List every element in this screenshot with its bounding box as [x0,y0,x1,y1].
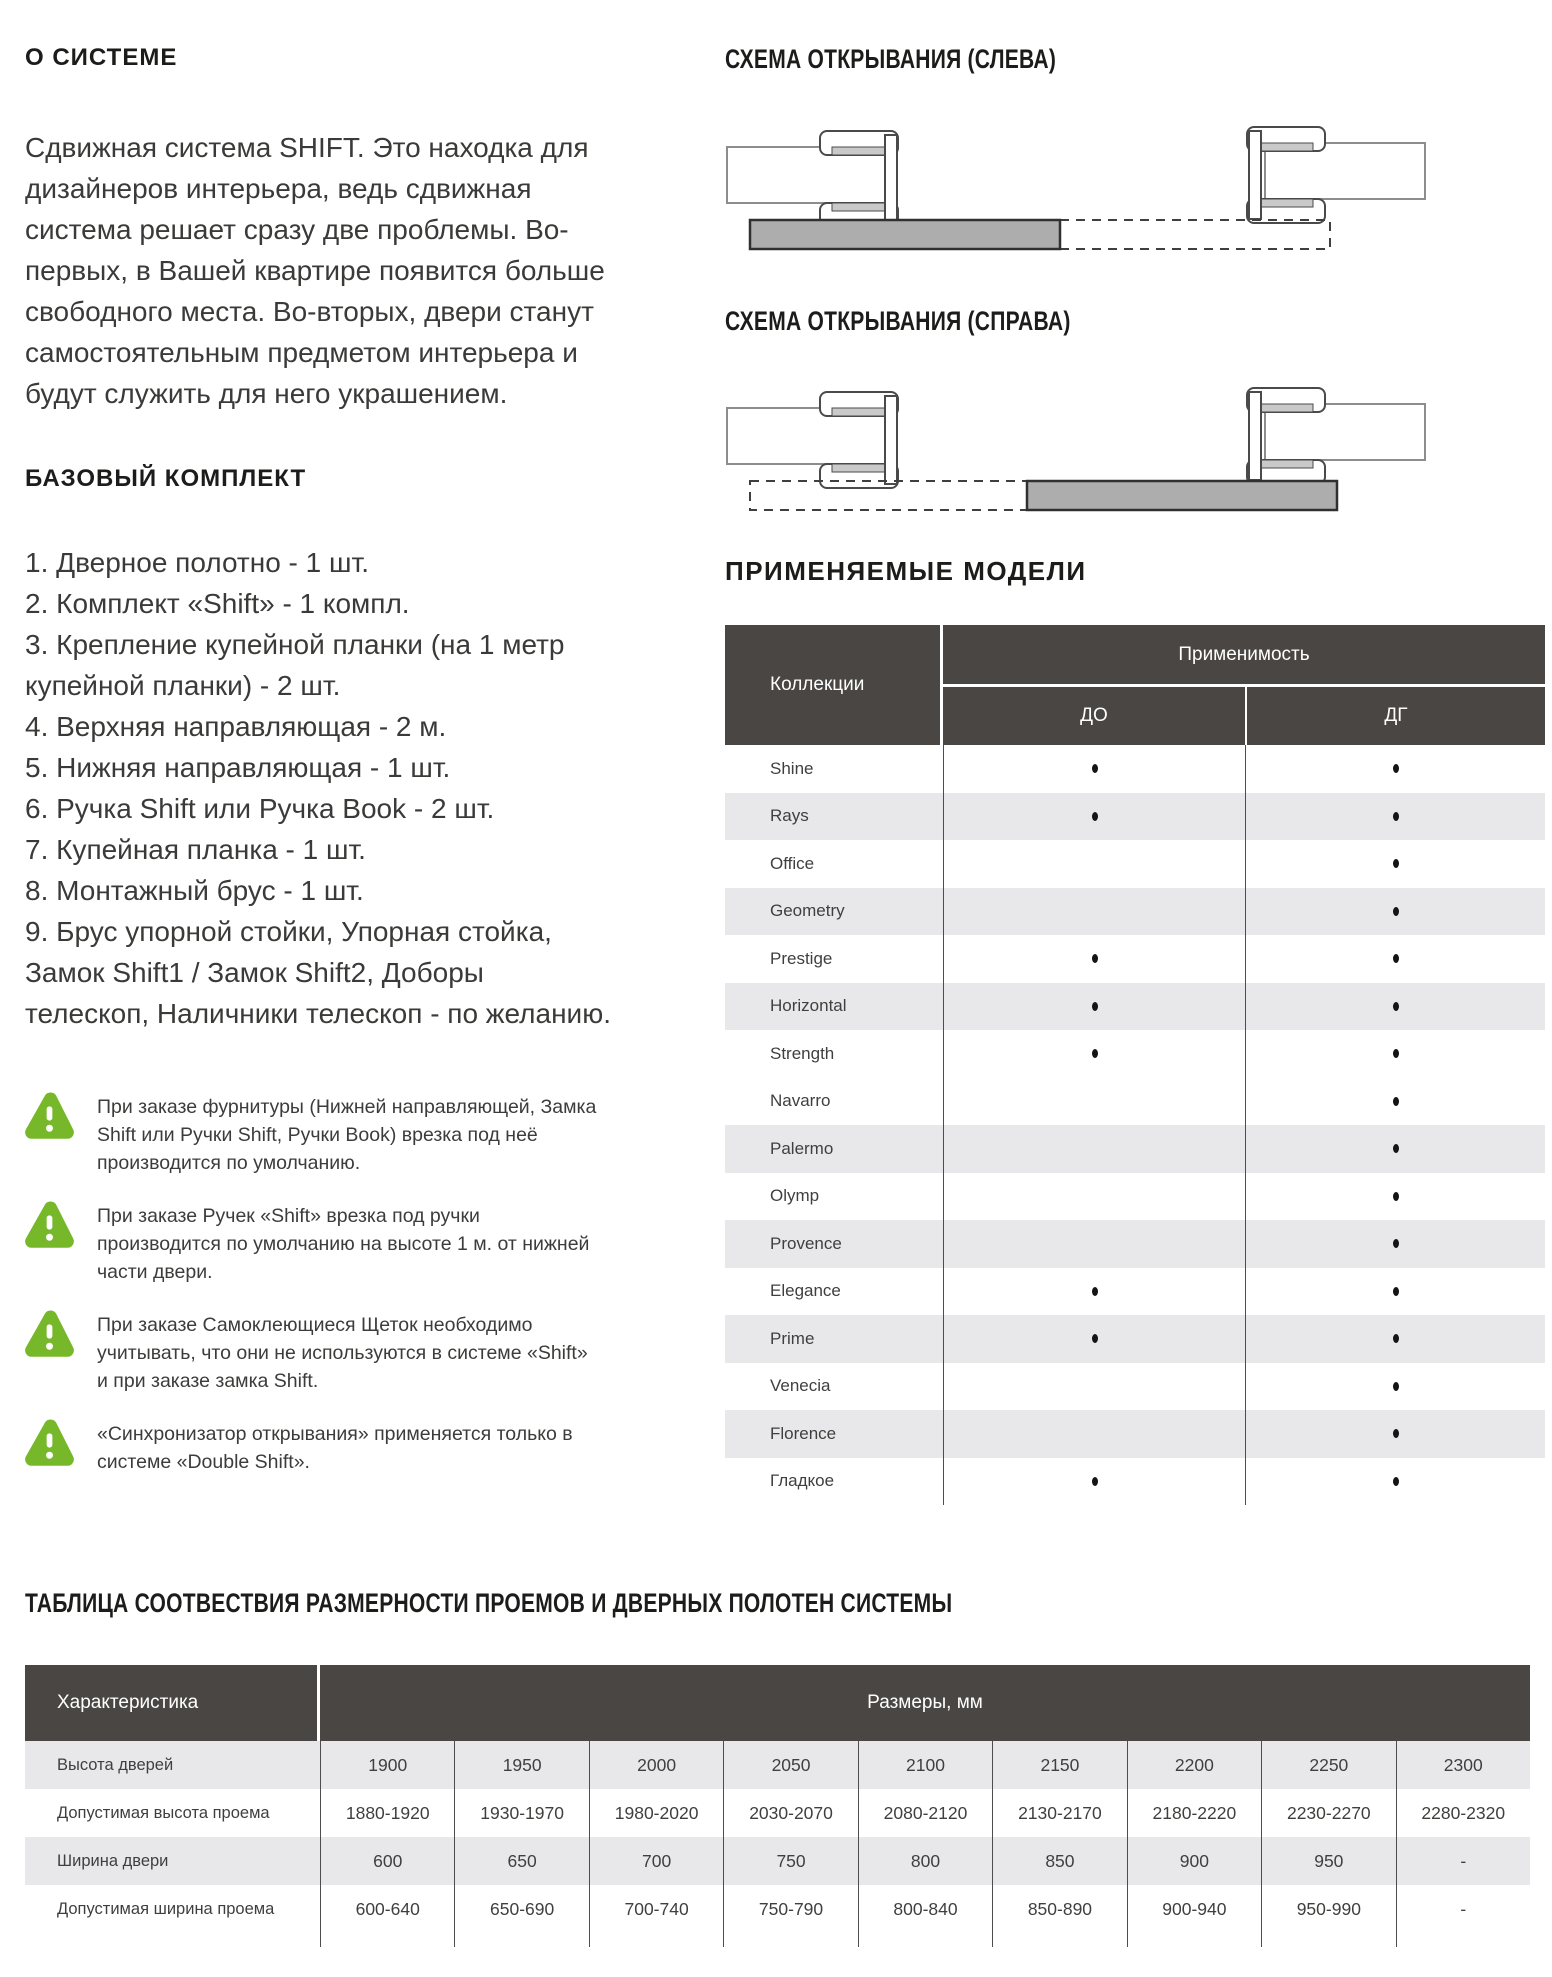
size-value-cell: 2180-2220 [1127,1789,1261,1837]
models-table-row [725,1315,1545,1363]
collection-name: Olymp [770,1186,820,1206]
models-table-row [725,1173,1545,1221]
collection-name: Geometry [770,901,845,921]
size-table-tail-cell [25,1933,320,1947]
applicability-dot [1393,954,1399,963]
dg-applicability-cell [1245,1458,1545,1506]
size-table-section [25,1588,1530,1947]
applicability-dot [1092,1002,1098,1011]
size-value-cell: - [1396,1885,1530,1933]
collection-name: Venecia [770,1376,831,1396]
size-value-cell: 2130-2170 [992,1789,1126,1837]
applicability-dot [1092,1477,1098,1486]
collection-name: Shine [770,758,814,778]
collection-name: Гладкое [770,1471,835,1491]
applicability-dot [1393,1477,1399,1486]
models-table-row [725,888,1545,936]
do-applicability-cell [943,1030,1245,1078]
models-table-row [725,1030,1545,1078]
kit-list-item: 8. Монтажный брус - 1 шт. [25,875,364,906]
do-subheader-cell: ДО [943,687,1245,745]
dg-applicability-cell [1245,793,1545,841]
size-value-cell: 2150 [992,1741,1126,1789]
kit-list-item: 2. Комплект «Shift» - 1 компл. [25,588,410,619]
size-value-cell: 950-990 [1261,1885,1395,1933]
size-table-tail-cell [1261,1933,1395,1947]
collection-name: Strength [770,1043,835,1063]
kit-list-item: 1. Дверное полотно - 1 шт. [25,547,369,578]
warning-text: При заказе фурнитуры (Нижней направляющей, Замка Shift или Ручки Shift, Ручки Book) врезка под неё производится по умолчанию. [97,1096,597,1174]
schemes-and-models-section [725,44,1552,1505]
size-value-cell: 850-890 [992,1885,1126,1933]
dg-applicability-cell [1245,888,1545,936]
models-table-row [725,983,1545,1031]
warning-triangle-icon [25,1201,74,1248]
characteristic-header-cell: Характеристика [25,1665,320,1741]
do-applicability-cell [943,1220,1245,1268]
models-table-row [725,793,1545,841]
size-value-cell: 900-940 [1127,1885,1261,1933]
models-table-body [725,745,1545,1505]
size-value-cell: 1880-1920 [320,1789,454,1837]
applicability-dot [1393,1192,1399,1201]
kit-list-item: 9. Брус упорной стойки, Упорная стойка, Замок Shift1 / Замок Shift2, Доборы телескоп, Наличники телескоп - по желанию. [25,916,611,1029]
dg-applicability-cell [1245,1173,1545,1221]
do-applicability-cell [943,1410,1245,1458]
applicability-dot [1393,1287,1399,1296]
warning-text: При заказе Самоклеющиеся Щеток необходимо учитывать, что они не используются в системе «Shift» и при заказе замка Shift. [97,1314,588,1392]
kit-list-item: 4. Верхняя направляющая - 2 м. [25,711,447,742]
size-value-cell: 2300 [1396,1741,1530,1789]
size-table-body [25,1741,1530,1933]
applicable-models-table [725,625,1545,1505]
size-value-cell: 2230-2270 [1261,1789,1395,1837]
dg-applicability-cell [1245,1030,1545,1078]
warning-text: «Синхронизатор открывания» применяется только в системе «Double Shift». [97,1423,573,1473]
size-table-tail-cell [723,1933,857,1947]
applicability-dot [1393,1144,1399,1153]
applicability-dot [1393,1097,1399,1106]
size-value-cell: 2050 [723,1741,857,1789]
size-value-cell: 700 [589,1837,723,1885]
size-value-cell: 650 [454,1837,588,1885]
applicability-dot [1092,954,1098,963]
size-value-cell: 800-840 [858,1885,992,1933]
collection-name: Provence [770,1233,842,1253]
warning-note [25,1419,615,1476]
applicability-dot [1393,859,1399,868]
kit-list-item: 6. Ручка Shift или Ручка Book - 2 шт. [25,793,495,824]
applicability-dot [1092,812,1098,821]
size-table-title: ТАБЛИЦА СООТВЕСТВИЯ РАЗМЕРНОСТИ ПРОЕМОВ И ДВЕРНЫХ ПОЛОТЕН СИСТЕМЫ [25,1588,953,1618]
do-applicability-cell [943,935,1245,983]
kit-list-item: 5. Нижняя направляющая - 1 шт. [25,752,451,783]
size-table-header [25,1665,1530,1741]
kit-list [25,542,615,1034]
size-table-tail-cell [1127,1933,1261,1947]
size-value-cell: 750-790 [723,1885,857,1933]
applicability-dot [1393,907,1399,916]
applicability-dot [1393,1049,1399,1058]
models-table-row [725,1363,1545,1411]
do-applicability-cell [943,1458,1245,1506]
dg-subheader-cell: ДГ [1245,687,1545,745]
do-applicability-cell [943,840,1245,888]
applicability-dot [1393,1239,1399,1248]
collection-name: Office [770,853,815,873]
size-value-cell: 750 [723,1837,857,1885]
size-value-cell: 700-740 [589,1885,723,1933]
models-table-row [725,935,1545,983]
size-table-tail-cell [1396,1933,1530,1947]
do-applicability-cell [943,1078,1245,1126]
warning-triangle-icon [25,1419,74,1466]
models-title: ПРИМЕНЯЕМЫЕ МОДЕЛИ [725,556,1087,586]
size-value-cell: 2030-2070 [723,1789,857,1837]
door-panel [750,220,1060,249]
size-table-row [25,1741,1530,1789]
models-table-row [725,1220,1545,1268]
size-value-cell: 900 [1127,1837,1261,1885]
warning-note [25,1092,615,1177]
kit-title: БАЗОВЫЙ КОМПЛЕКТ [25,465,307,492]
applicability-dot [1393,1334,1399,1343]
sizes-header-cell: Размеры, мм [320,1665,1530,1741]
do-applicability-cell [943,888,1245,936]
size-table-tail-cell [454,1933,588,1947]
size-table-tail-cell [320,1933,454,1947]
do-applicability-cell [943,745,1245,793]
do-applicability-cell [943,983,1245,1031]
size-value-cell: 600-640 [320,1885,454,1933]
dg-applicability-cell [1245,745,1545,793]
do-applicability-cell [943,1173,1245,1221]
size-table-row [25,1837,1530,1885]
applicability-dot [1393,1429,1399,1438]
size-value-cell: 2280-2320 [1396,1789,1530,1837]
warning-text: При заказе Ручек «Shift» врезка под ручки производится по умолчанию на высоте 1 м. от нижней части двери. [97,1205,590,1283]
about-title: О СИСТЕМЕ [25,44,178,71]
dg-applicability-cell [1245,1078,1545,1126]
applicability-header-cell: Применимость [943,625,1545,687]
do-applicability-cell [943,1125,1245,1173]
models-table-row [725,1268,1545,1316]
models-table-header [725,625,1545,745]
collection-name: Palermo [770,1138,834,1158]
applicability-dot [1393,1382,1399,1391]
applicability-dot [1092,1334,1098,1343]
scheme-left-title: СХЕМА ОТКРЫВАНИЯ (СЛЕВА) [725,44,1057,74]
size-value-cell: 800 [858,1837,992,1885]
models-table-row [725,1125,1545,1173]
applicability-dot [1393,1002,1399,1011]
size-value-cell: - [1396,1837,1530,1885]
kit-list-item: 3. Крепление купейной планки (на 1 метр купейной планки) - 2 шт. [25,629,565,701]
size-row-label: Допустимая ширина проема [57,1899,275,1918]
collection-name: Florence [770,1423,837,1443]
size-value-cell: 1900 [320,1741,454,1789]
collections-header-cell: Коллекции [725,625,943,745]
do-applicability-cell [943,793,1245,841]
collection-name: Prime [770,1328,815,1348]
opening-scheme-left-diagram [725,101,1545,251]
size-table-border-tail [25,1933,1530,1947]
size-value-cell: 2080-2120 [858,1789,992,1837]
size-value-cell: 850 [992,1837,1126,1885]
models-table-row [725,1458,1545,1506]
size-value-cell: 600 [320,1837,454,1885]
size-table-row [25,1885,1530,1933]
applicability-dot [1092,1287,1098,1296]
door-panel [1027,481,1337,510]
scheme-right-title: СХЕМА ОТКРЫВАНИЯ (СПРАВА) [725,306,1071,336]
collection-name: Prestige [770,948,833,968]
size-value-cell: 1950 [454,1741,588,1789]
size-table-row [25,1789,1530,1837]
size-value-cell: 2100 [858,1741,992,1789]
warnings-list [25,1092,615,1476]
applicability-dot [1393,812,1399,821]
size-table-tail-cell [858,1933,992,1947]
applicability-dot [1092,764,1098,773]
warning-note [25,1201,615,1286]
size-value-cell: 2000 [589,1741,723,1789]
size-value-cell: 950 [1261,1837,1395,1885]
do-applicability-cell [943,1268,1245,1316]
warning-note [25,1310,615,1395]
size-table-tail-cell [992,1933,1126,1947]
collection-name: Navarro [770,1091,831,1111]
warning-triangle-icon [25,1310,74,1357]
size-value-cell: 1930-1970 [454,1789,588,1837]
dg-applicability-cell [1245,1220,1545,1268]
applicability-dot [1393,764,1399,773]
applicability-dot [1092,1049,1098,1058]
warning-triangle-icon [25,1092,74,1139]
models-table-row [725,1410,1545,1458]
dg-applicability-cell [1245,1268,1545,1316]
dg-applicability-cell [1245,1315,1545,1363]
collection-name: Horizontal [770,996,847,1016]
size-value-cell: 650-690 [454,1885,588,1933]
size-table-tail-cell [589,1933,723,1947]
size-value-cell: 1980-2020 [589,1789,723,1837]
models-table-row [725,1078,1545,1126]
dg-applicability-cell [1245,1125,1545,1173]
dg-applicability-cell [1245,840,1545,888]
do-applicability-cell [943,1315,1245,1363]
dg-applicability-cell [1245,1363,1545,1411]
dg-applicability-cell [1245,935,1545,983]
about-section [25,44,615,1476]
collection-name: Rays [770,806,809,826]
do-applicability-cell [943,1363,1245,1411]
size-row-label: Высота дверей [57,1755,174,1774]
opening-scheme-right-diagram [725,362,1545,512]
kit-list-item: 7. Купейная планка - 1 шт. [25,834,366,865]
models-table-row [725,840,1545,888]
about-text: Сдвижная система SHIFT. Это находка для дизайнеров интерьера, ведь сдвижная система решает сразу две проблемы. Во-первых, в Вашей квартире появится больше свободного места. Во-вторых, двери станут самостоятельным предметом интерьера и будут служить для него украшением. [25,132,605,409]
door-open-position-outline [1060,220,1330,249]
size-value-cell: 2250 [1261,1741,1395,1789]
dg-applicability-cell [1245,1410,1545,1458]
dg-applicability-cell [1245,983,1545,1031]
models-table-row [725,745,1545,793]
size-row-label: Ширина двери [57,1851,169,1870]
size-value-cell: 2200 [1127,1741,1261,1789]
size-correspondence-table [25,1665,1530,1947]
collection-name: Elegance [770,1281,841,1301]
size-row-label: Допустимая высота проема [57,1803,270,1822]
